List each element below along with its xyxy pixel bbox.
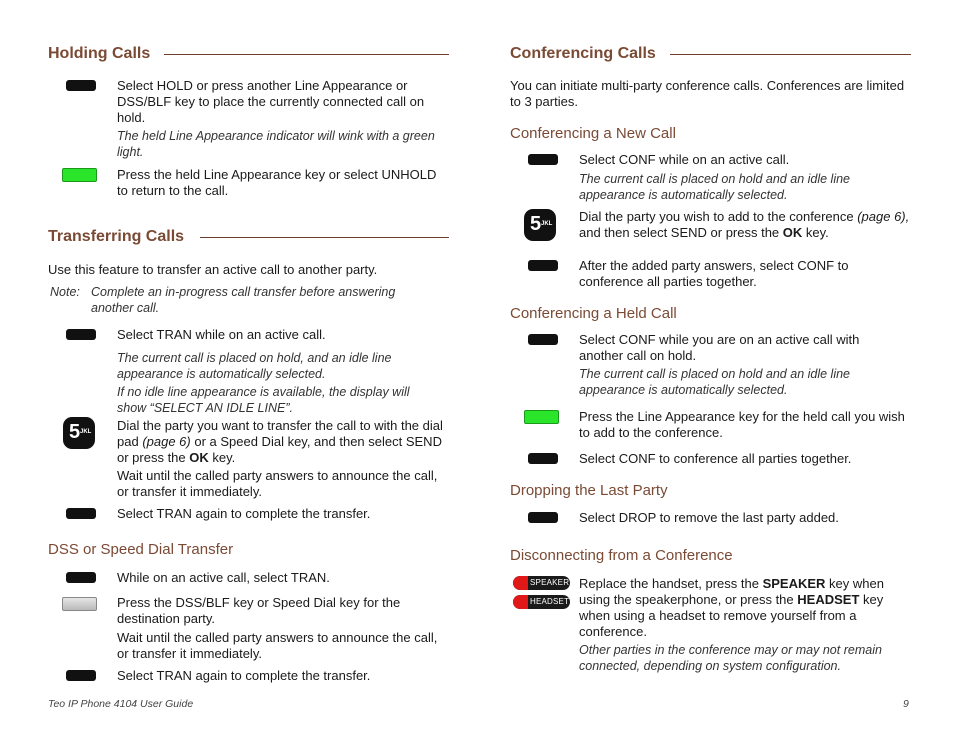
holding-step-1-note: The held Line Appearance indicator will wink with a green light. [117, 129, 435, 159]
page-reference: (page 6) [142, 434, 191, 449]
page-reference: (page 6), [857, 209, 910, 224]
transferring-note: Complete an in-progress call transfer before answering another call. [91, 285, 396, 315]
holding-step-2: Press the held Line Appearance key or select UNHOLD to return to the call. [117, 167, 437, 198]
tran-softkey-icon [66, 670, 96, 681]
conferencing-intro: You can initiate multi-party conference calls. Conferences are limited to 3 parties. [510, 78, 905, 109]
headset-key-light [513, 595, 528, 609]
dss-step-2-extra: Wait until the called party answers to announce the call, or transfer it immediately. [117, 630, 438, 661]
drop-softkey-icon [528, 512, 558, 523]
transferring-intro: Use this feature to transfer an active call to another party. [48, 262, 378, 277]
tran-softkey-icon [66, 329, 96, 340]
dial-digit: 5 [69, 421, 81, 443]
holding-calls-heading: Holding Calls [48, 45, 151, 62]
conferencing-new-call-heading: Conferencing a New Call [510, 125, 676, 142]
step-text: key. [208, 450, 236, 465]
dial-5-key-icon [63, 417, 95, 449]
heading-rule [164, 54, 449, 55]
held-call-step-3: Select CONF to conference all parties together. [579, 451, 852, 466]
note-label: Note: [50, 285, 80, 299]
conferencing-calls-heading: Conferencing Calls [510, 45, 656, 62]
step-text: key. [802, 225, 829, 240]
conf-softkey-icon [528, 334, 558, 345]
tran-softkey-icon [66, 572, 96, 583]
dropping-step-1: Select DROP to remove the last party added. [579, 510, 839, 525]
new-call-step-1-note: The current call is placed on hold and an idle line appearance is automatically selected. [579, 172, 851, 202]
heading-rule [670, 54, 911, 55]
conf-softkey-icon [528, 260, 558, 271]
holding-step-1: Select HOLD or press another Line Appearance or DSS/BLF key to place the currently connected call on hold. [117, 78, 425, 125]
disconnecting-step-1 [579, 576, 909, 640]
dial-letters: JKL [541, 221, 553, 227]
transferring-step-2-extra: Wait until the called party answers to announce the call, or transfer it immediately. [117, 468, 438, 499]
transferring-step-3: Select TRAN again to complete the transfer. [117, 506, 371, 521]
headset-key-name: HEADSET [797, 592, 860, 607]
speaker-key-label: SPEAKER [530, 578, 570, 587]
disconnecting-heading: Disconnecting from a Conference [510, 547, 733, 564]
dss-transfer-heading: DSS or Speed Dial Transfer [48, 541, 234, 558]
headset-key-label: HEADSET [530, 597, 570, 606]
speaker-key-light [513, 576, 528, 590]
step-text: and then select SEND or press the [579, 225, 783, 240]
step-text: key when using a headset to remove yourself from a conference. [579, 592, 884, 639]
held-call-step-1: Select CONF while you are on an active call with another call on hold. [579, 332, 860, 363]
dss-step-3: Select TRAN again to complete the transfer. [117, 668, 371, 683]
new-call-step-2 [579, 209, 914, 241]
disconnecting-step-1-note: Other parties in the conference may or may not remain connected, depending on system configuration. [579, 643, 882, 673]
hold-softkey-icon [66, 80, 96, 91]
dropping-last-party-heading: Dropping the Last Party [510, 482, 668, 499]
dial-digit: 5 [530, 213, 542, 235]
transferring-step-1-note-2: If no idle line appearance is available, the display will show “SELECT AN IDLE LINE”. [117, 385, 410, 415]
new-call-step-1: Select CONF while on an active call. [579, 152, 790, 167]
step-text: Dial the party you wish to add to the conference [579, 209, 858, 224]
dial-letters: JKL [80, 429, 92, 435]
dss-step-2: Press the DSS/BLF key or Speed Dial key for the destination party. [117, 595, 401, 626]
held-call-step-1-note: The current call is placed on hold and an idle line appearance is automatically selected. [579, 367, 851, 397]
speaker-key-name: SPEAKER [762, 576, 826, 591]
dial-5-key-icon [524, 209, 556, 241]
ok-key-name: OK [782, 225, 803, 240]
step-text: Dial the party you want to transfer the call to with the dial pad [117, 418, 443, 449]
transferring-step-1-note-1: The current call is placed on hold, and an idle line appearance is automatically selected. [117, 351, 392, 381]
dss-step-1: While on an active call, select TRAN. [117, 570, 330, 585]
line-appearance-green-key-icon [524, 410, 559, 424]
conf-softkey-icon [528, 453, 558, 464]
line-appearance-green-key-icon [62, 168, 97, 182]
new-call-step-3: After the added party answers, select CONF to conference all parties together. [579, 258, 849, 289]
heading-rule [200, 237, 449, 238]
step-text: or a Speed Dial key, and then select SEND or press the [117, 434, 442, 465]
step-text: Replace the handset, press the [579, 576, 763, 591]
held-call-step-2: Press the Line Appearance key for the held call you wish to add to the conference. [579, 409, 905, 440]
conferencing-held-call-heading: Conferencing a Held Call [510, 305, 677, 322]
transferring-step-2 [117, 418, 447, 466]
conf-softkey-icon [528, 154, 558, 165]
headset-key-icon [513, 595, 570, 609]
transferring-step-1: Select TRAN while on an active call. [117, 327, 326, 342]
step-text: key when using the speakerphone, or press the [579, 576, 884, 607]
transferring-calls-heading: Transferring Calls [48, 228, 185, 245]
tran-softkey-icon [66, 508, 96, 519]
footer-guide-title: Teo IP Phone 4104 User Guide [48, 698, 194, 710]
speaker-key-icon [513, 576, 570, 590]
dss-blf-key-icon [62, 597, 97, 611]
page-number: 9 [903, 698, 909, 710]
ok-key-name: OK [189, 450, 209, 465]
